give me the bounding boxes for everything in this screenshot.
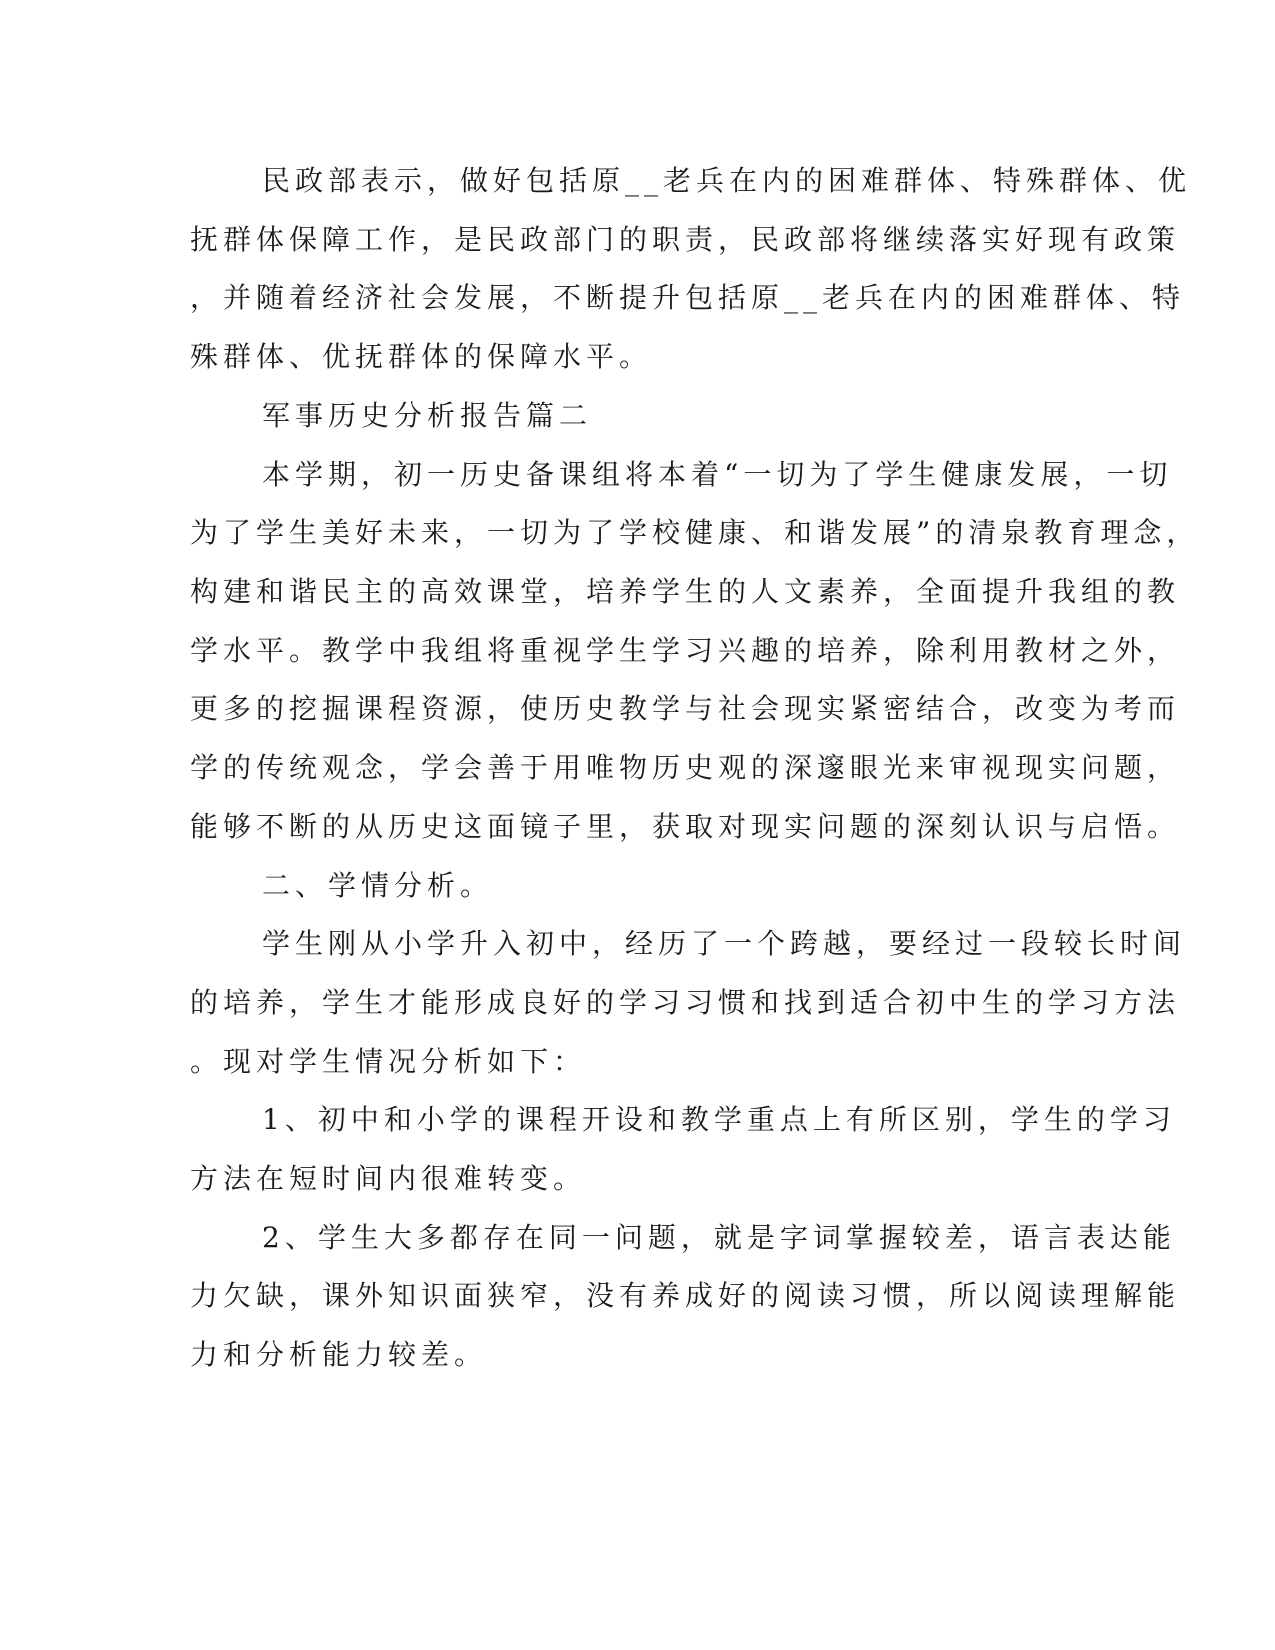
paragraph-line: 。现对学生情况分析如下： — [190, 1045, 587, 1078]
list-item-line: 力和分析能力较差。 — [190, 1338, 488, 1371]
list-item-line: 1、初中和小学的课程开设和教学重点上有所区别，学生的学习 — [262, 1103, 1176, 1136]
paragraph-line: 民政部表示，做好包括原__老兵在内的困难群体、特殊群体、优 — [262, 164, 1192, 197]
paragraph-line: 的培养，学生才能形成良好的学习习惯和找到适合初中生的学习方法 — [190, 986, 1181, 1019]
paragraph-line: 学水平。教学中我组将重视学生学习兴趣的培养，除利用教材之外， — [190, 634, 1181, 667]
list-item-line: 方法在短时间内很难转变。 — [190, 1162, 587, 1195]
paragraph-line: 更多的挖掘课程资源，使历史教学与社会现实紧密结合，改变为考而 — [190, 692, 1181, 725]
paragraph-line: 为了学生美好未来，一切为了学校健康、和谐发展”的清泉教育理念， — [190, 516, 1200, 549]
paragraph-line: 殊群体、优抚群体的保障水平。 — [190, 340, 653, 373]
list-item-line: 力欠缺，课外知识面狭窄，没有养成好的阅读习惯，所以阅读理解能 — [190, 1279, 1181, 1312]
paragraph-line: 学生刚从小学升入初中，经历了一个跨越，要经过一段较长时间 — [262, 927, 1187, 960]
paragraph-line: 能够不断的从历史这面镜子里，获取对现实问题的深刻认识与启悟。 — [190, 810, 1181, 843]
paragraph-line: 构建和谐民主的高效课堂，培养学生的人文素养，全面提升我组的教 — [190, 575, 1181, 608]
paragraph-line: 本学期，初一历史备课组将本着“一切为了学生健康发展，一切 — [262, 458, 1173, 491]
paragraph-line: 抚群体保障工作，是民政部门的职责，民政部将继续落实好现有政策 — [190, 223, 1181, 256]
section-heading: 军事历史分析报告篇二 — [262, 399, 593, 432]
section-heading: 二、学情分析。 — [262, 869, 494, 902]
list-item-line: 2、学生大多都存在同一问题，就是字词掌握较差，语言表达能 — [262, 1221, 1176, 1254]
paragraph-line: ，并随着经济社会发展，不断提升包括原__老兵在内的困难群体、特 — [190, 281, 1186, 314]
paragraph-line: 学的传统观念，学会善于用唯物历史观的深邃眼光来审视现实问题， — [190, 751, 1181, 784]
